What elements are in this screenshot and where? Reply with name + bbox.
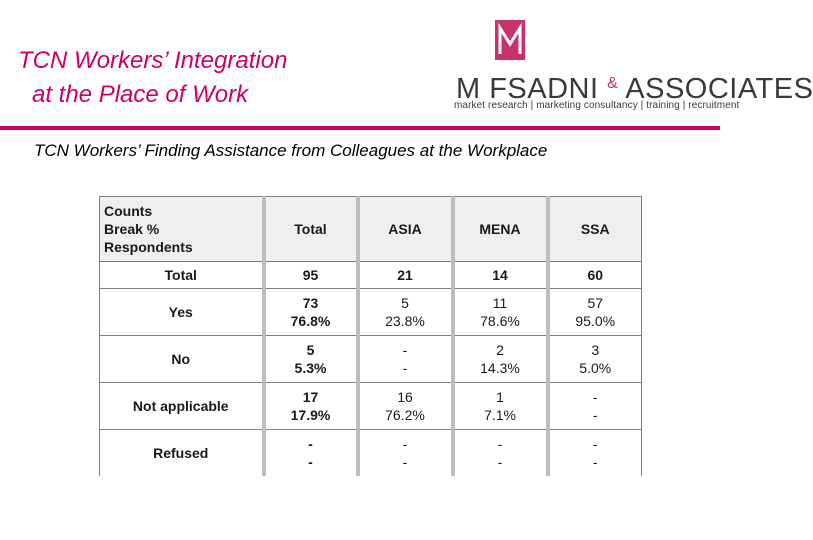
row-label: Not applicable: [100, 383, 264, 430]
corner-line: Break %: [104, 221, 160, 237]
cell: [358, 383, 453, 430]
cell-count: 57: [587, 295, 604, 311]
cell-count: 11: [492, 295, 508, 311]
cell-percent: 17.9%: [290, 407, 331, 423]
cell-count: 2: [496, 342, 504, 358]
cell-percent: -: [592, 454, 598, 470]
cell-percent: 14.3%: [480, 360, 520, 376]
cell-percent: 7.1%: [484, 407, 516, 423]
cell-percent: -: [402, 454, 408, 470]
cell: [453, 289, 548, 336]
cell-percent: 76.2%: [385, 407, 425, 423]
cell-count: 5: [401, 295, 409, 311]
title-line-2: at the Place of Work: [32, 81, 249, 108]
table-row-no: [100, 336, 642, 383]
logo-name-part2: ASSOCIATES: [625, 73, 813, 105]
table-subtitle: TCN Workers’ Finding Assistance from Colleagues at the Workplace: [34, 141, 548, 160]
cell-percent: 95.0%: [575, 313, 616, 329]
cell: [264, 383, 358, 430]
cell: [358, 289, 453, 336]
corner-line: Respondents: [104, 239, 193, 255]
table-row-not-applicable: [100, 383, 642, 430]
cell-count: -: [592, 436, 598, 452]
cell-count: -: [402, 342, 408, 358]
cell-count: 5: [306, 342, 315, 358]
logo-name-part1: M FSADNI: [456, 73, 599, 105]
cell: [264, 336, 358, 383]
row-label: Yes: [100, 289, 264, 336]
column-header-mena: MENA: [453, 197, 548, 262]
company-logo: [450, 18, 813, 118]
cell-percent: -: [308, 454, 313, 470]
column-header-ssa: SSA: [548, 197, 642, 262]
cell-percent: 76.8%: [290, 313, 331, 329]
cell: [358, 336, 453, 383]
table-header-row: [100, 197, 642, 262]
corner-cell: [100, 197, 264, 262]
table-row-yes: [100, 289, 642, 336]
row-label: No: [100, 336, 264, 383]
logo-tagline: market research | marketing consultancy | training | recruitment: [454, 100, 740, 111]
slide-title: [18, 44, 287, 112]
cell: [358, 430, 453, 477]
corner-line: Counts: [104, 203, 153, 219]
cell-value: 21: [358, 262, 453, 289]
logo-ampersand: &: [607, 75, 619, 92]
cell-percent: -: [402, 360, 408, 376]
title-line-1: TCN Workers’ Integration: [18, 47, 288, 74]
cell-percent: -: [497, 454, 503, 470]
cell-value: 60: [548, 262, 642, 289]
cell-value: 95: [264, 262, 358, 289]
cell: [548, 336, 642, 383]
cell: [453, 336, 548, 383]
cell-count: 3: [591, 342, 600, 358]
table-row-refused: [100, 430, 642, 477]
cell-value: 14: [453, 262, 548, 289]
cell-count: 16: [397, 389, 413, 405]
cell-percent: 78.6%: [480, 313, 520, 329]
cell-percent: -: [592, 407, 598, 423]
table-row-total: [100, 262, 642, 289]
column-header-asia: ASIA: [358, 197, 453, 262]
cell-count: -: [308, 436, 313, 452]
cell-count: -: [497, 436, 503, 452]
cell-count: -: [592, 389, 598, 405]
cell: [548, 383, 642, 430]
cell: [453, 383, 548, 430]
column-header-total: Total: [264, 197, 358, 262]
row-label: Total: [100, 262, 264, 289]
cell-count: 1: [496, 389, 504, 405]
cell-count: -: [402, 436, 408, 452]
cell-percent: 23.8%: [385, 313, 425, 329]
cell: [264, 430, 358, 477]
cell-count: 17: [302, 389, 319, 405]
row-label: Refused: [100, 430, 264, 477]
cell-count: 73: [302, 295, 319, 311]
cell: [548, 430, 642, 477]
header-divider: [0, 126, 720, 130]
cell-percent: 5.3%: [294, 360, 327, 376]
m-monogram-icon: [495, 20, 525, 60]
cell: [548, 289, 642, 336]
cell: [453, 430, 548, 477]
results-table: [99, 196, 642, 476]
cell: [264, 289, 358, 336]
cell-percent: 5.0%: [579, 360, 612, 376]
